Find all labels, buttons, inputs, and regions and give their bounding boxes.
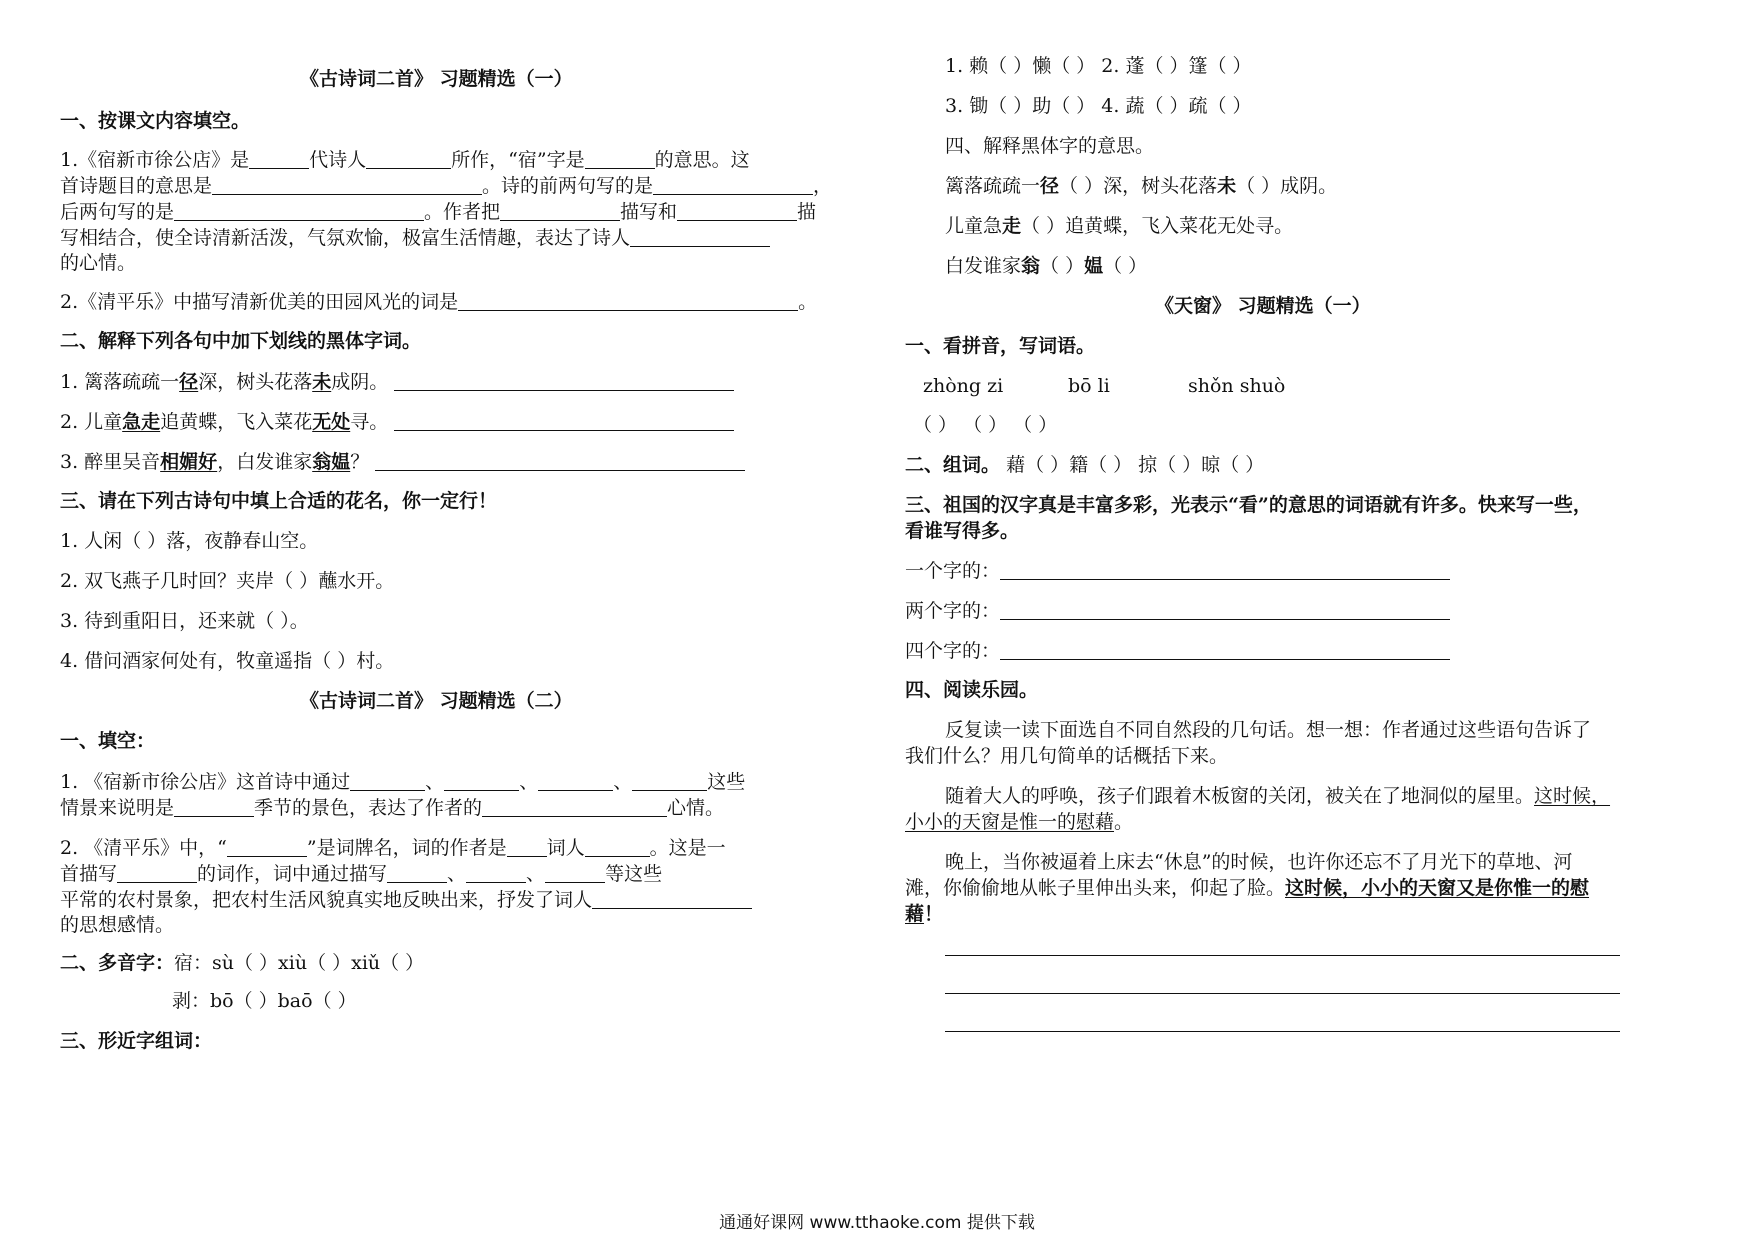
pinyin-2: bō li (1068, 375, 1110, 397)
section-heading: 三、请在下列古诗句中填上合适的花名，你一定行！ (60, 490, 498, 512)
polyphone-row: 二、多音字：宿：sù（ ）xiù（ ）xiǔ（ ） (60, 952, 425, 974)
question-line: 后两句写的是 。作者把 描写和 描 (60, 201, 817, 223)
worksheet-title-1: 《古诗词二首》 习题精选（一） (300, 68, 573, 90)
write-line: 一个字的： (905, 561, 1450, 581)
question-line: 首诗题目的意思是 。诗的前两句写的是 ， (60, 175, 833, 197)
section-heading: 一、按课文内容填空。 (60, 110, 251, 132)
worksheet-title-2: 《古诗词二首》 习题精选（二） (300, 690, 573, 712)
write-line: 四个字的： (905, 641, 1450, 661)
question-line: 的心情。 (60, 252, 137, 274)
question-line: 2.《清平乐》中描写清新优美的田园风光的词是 。 (60, 291, 818, 313)
section-heading: 一、填空： (60, 730, 156, 752)
section-heading: 四、解释黑体字的意思。 (945, 135, 1155, 157)
worksheet-title-3: 《天窗》 习题精选（一） (1155, 295, 1371, 317)
paragraph-line: 随着大人的呼唤，孩子们跟着木板窗的关闭，被关在了地洞似的屋里。这时候， (945, 785, 1611, 807)
question-line: 篱落疏疏一径（ ）深，树头花落未（ ）成阴。 (945, 175, 1338, 197)
paragraph-line: 我们什么？用几句简单的话概括下来。 (905, 745, 1229, 767)
section-heading: 四、阅读乐园。 (905, 679, 1039, 701)
question-line: 儿童急走（ ）追黄蝶，飞入菜花无处寻。 (945, 215, 1294, 237)
question-line: 平常的农村景象，把农村生活风貌真实地反映出来，抒发了词人 (60, 890, 752, 910)
section-heading: 三、形近字组词： (60, 1030, 213, 1052)
section-heading: 一、看拼音，写词语。 (905, 335, 1096, 357)
question-line: 2. 儿童急走追黄蝶，飞入菜花无处寻。 (60, 412, 734, 432)
pinyin-1: zhòng zi (923, 375, 1004, 397)
word-group-row: 二、组词。 藉（ ）籍（ ） 掠（ ）晾（ ） (905, 454, 1265, 476)
question-line: 1. 《宿新市徐公店》这首诗中通过 、 、 、 这些 (60, 771, 746, 793)
paragraph-line: 反复读一读下面选自不同自然段的几句话。想一想：作者通过这些语句告诉了 (945, 719, 1592, 741)
footer-credit: 通通好课网 www.tthaoke.com 提供下载 (719, 1213, 1035, 1233)
paragraph-line: 藉！ (905, 903, 944, 925)
question-line: 1.《宿新市徐公店》是 代诗人 所作，“宿”字是 的意思。这 (60, 149, 750, 171)
question-line: 1. 人闲（ ）落，夜静春山空。 (60, 530, 319, 552)
write-line: 两个字的： (905, 601, 1450, 621)
question-line: 3. 醉里吴音相媚好，白发谁家翁媪？ (60, 452, 745, 472)
paragraph-line: 滩，你偷偷地从帐子里伸出头来，仰起了脸。这时候，小小的天窗又是你惟一的慰 (905, 877, 1590, 899)
answer-line (945, 1031, 1620, 1032)
polyphone-row: 剥：bō（ ）baō（ ） (172, 990, 357, 1012)
paragraph-line: 小小的天窗是惟一的慰藉。 (905, 811, 1134, 833)
pinyin-3: shǒn shuò (1188, 375, 1286, 397)
question-line: 写相结合，使全诗清新活泼，气氛欢愉，极富生活情趣，表达了诗人 (60, 228, 770, 248)
answer-line (945, 993, 1620, 994)
question-line: 1. 篱落疏疏一径深，树头花落未成阴。 (60, 372, 734, 392)
paragraph-line: 晚上，当你被逼着上床去“休息”的时候，也许你还忘不了月光下的草地、河 (945, 851, 1573, 873)
question-line: 2. 双飞燕子几时回？夹岸（ ）蘸水开。 (60, 570, 395, 592)
pair-row: 1. 赖（ ）懒（ ） 2. 蓬（ ）篷（ ） (945, 55, 1252, 77)
question-line: 白发谁家翁（ ）媪（ ） (945, 255, 1148, 277)
pair-row: 3. 锄（ ）助（ ） 4. 蔬（ ）疏（ ） (945, 95, 1252, 117)
question-line: 3. 待到重阳日，还来就（ ）。 (60, 610, 309, 632)
section-heading: 二、解释下列各句中加下划线的黑体字词。 (60, 330, 422, 352)
pinyin-answer-blanks: （ ） （ ） （ ） (913, 414, 1058, 436)
section-heading: 三、祖国的汉字真是丰富多彩，光表示“看”的意思的词语就有许多。快来写一些， (905, 494, 1592, 516)
section-heading: 看谁写得多。 (905, 520, 1020, 542)
question-line: 首描写 的词作，词中通过描写 、 、 等这些 (60, 863, 663, 885)
question-line: 情景来说明是 季节的景色，表达了作者的 心情。 (60, 797, 725, 819)
answer-line (945, 955, 1620, 956)
question-line: 4. 借问酒家何处有，牧童遥指（ ）村。 (60, 650, 395, 672)
question-line: 的思想感情。 (60, 914, 175, 936)
question-line: 2. 《清平乐》中，“ ”是词牌名，词的作者是 词人 。这是一 (60, 837, 726, 859)
